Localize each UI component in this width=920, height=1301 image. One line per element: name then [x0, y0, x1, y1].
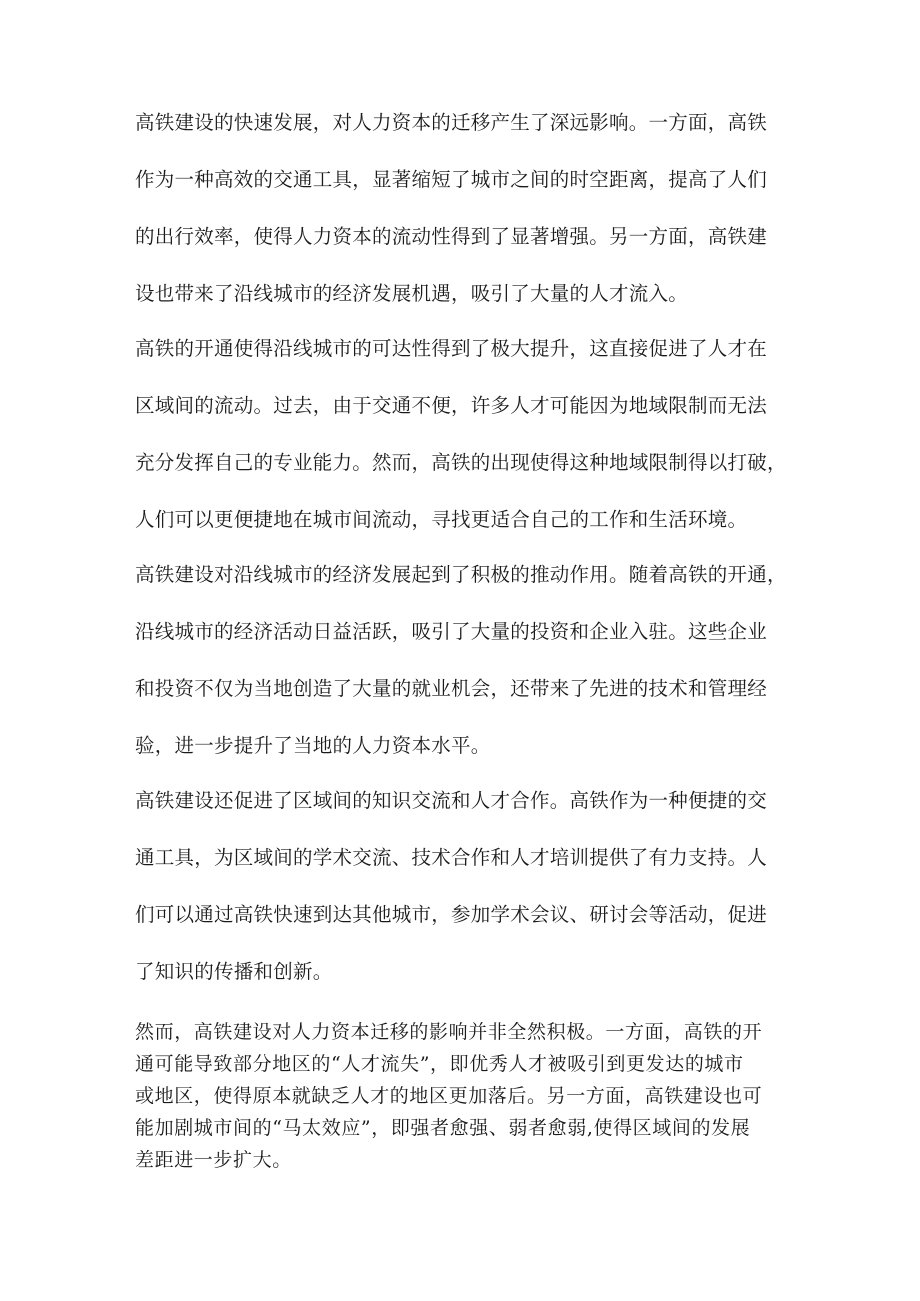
paragraph-4-line-3: 们可以通过高铁快速到达其他城市，参加学术会议、研讨会等活动，促进: [135, 903, 768, 926]
paragraph-5-line-5: 差距进一步扩大。: [135, 1149, 292, 1171]
paragraph-5-line-2: 通可能导致部分地区的“人才流失”，即优秀人才被吸引到更发达的城市: [135, 1053, 744, 1075]
paragraph-1-line-4: 设也带来了沿线城市的经济发展机遇，吸引了大量的人才流入。: [135, 282, 689, 305]
paragraph-4-line-2: 通工具，为区域间的学术交流、技术合作和人才培训提供了有力支持。人: [135, 846, 768, 869]
paragraph-2-line-4: 人们可以更便捷地在城市间流动，寻找更适合自己的工作和生活环境。: [135, 508, 748, 531]
paragraph-2-line-1: 高铁的开通使得沿线城市的可达性得到了极大提升，这直接促进了人才在: [135, 337, 768, 360]
paragraph-1-line-1: 高铁建设的快速发展，对人力资本的迁移产生了深远影响。一方面，高铁: [135, 111, 768, 134]
paragraph-3-line-4: 验，进一步提升了当地的人力资本水平。: [135, 734, 491, 757]
paragraph-3-line-1: 高铁建设对沿线城市的经济发展起到了积极的推动作用。随着高铁的开通，: [135, 563, 787, 586]
paragraph-4-line-1: 高铁建设还促进了区域间的知识交流和人才合作。高铁作为一种便捷的交: [135, 789, 768, 812]
paragraph-5-line-4: 能加剧城市间的“马太效应”，即强者愈强、弱者愈弱,使得区域间的发展: [135, 1117, 751, 1139]
paragraph-3-line-3: 和投资不仅为当地创造了大量的就业机会，还带来了先进的技术和管理经: [135, 677, 768, 700]
paragraph-2-line-3: 充分发挥自己的专业能力。然而，高铁的出现使得这种地域限制得以打破，: [135, 451, 787, 474]
paragraph-3-line-2: 沿线城市的经济活动日益活跃，吸引了大量的投资和企业入驻。这些企业: [135, 620, 768, 643]
paragraph-1-line-2: 作为一种高效的交通工具，显著缩短了城市之间的时空距离，提高了人们: [135, 168, 768, 191]
paragraph-1-line-3: 的出行效率，使得人力资本的流动性得到了显著增强。另一方面，高铁建: [135, 225, 768, 248]
paragraph-4-line-4: 了知识的传播和创新。: [135, 960, 333, 983]
paragraph-5-line-1: 然而，高铁建设对人力资本迁移的影响并非全然积极。一方面，高铁的开: [135, 1021, 763, 1043]
paragraph-2-line-2: 区域间的流动。过去，由于交通不便，许多人才可能因为地域限制而无法: [135, 394, 768, 417]
paragraph-5-line-3: 或地区，使得原本就缺乏人才的地区更加落后。另一方面，高铁建设也可: [135, 1085, 763, 1107]
